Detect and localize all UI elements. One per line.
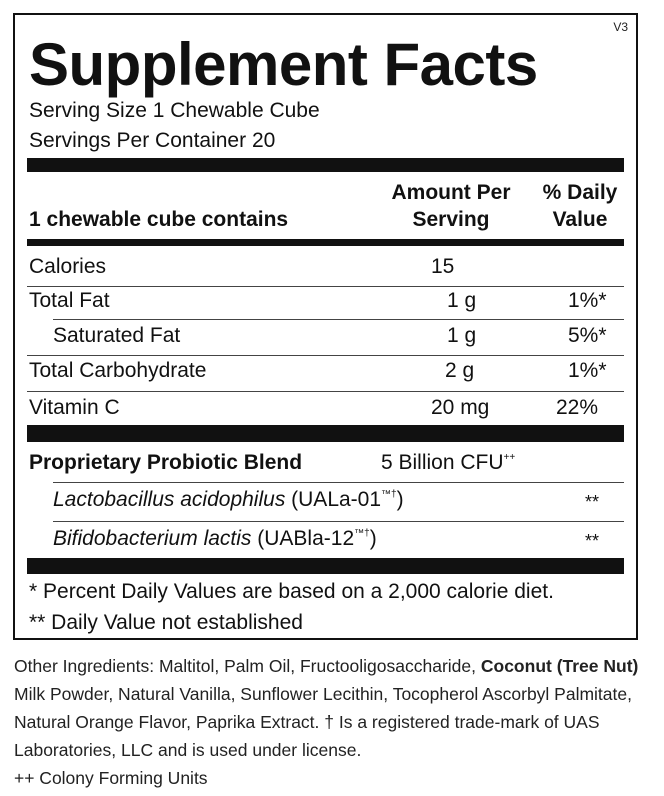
dv-header-line2: Value — [552, 208, 608, 231]
contains-header: 1 chewable cube contains — [29, 208, 289, 231]
ingredients-rest: Milk Powder, Natural Vanilla, Sunflower Lecithin, Tocopherol Ascorbyl Palmitate, Natural Orange Flavor, Paprika Extract. † Is a registered trade-mark of UAS Laboratories, LLC and is used under license. — [14, 684, 632, 760]
blend-item — [53, 488, 404, 512]
blend-item-strain: (UALa-01 — [285, 488, 382, 511]
row-divider — [53, 319, 624, 320]
amount-header-line1: Amount Per — [391, 181, 511, 204]
row-divider — [27, 391, 624, 392]
nutrient-name: Calories — [29, 255, 107, 278]
blend-amount-value: 5 Billion CFU — [381, 451, 504, 474]
blend-item-close: ) — [369, 527, 377, 550]
nutrient-dv: 1%* — [568, 289, 607, 312]
blend-item-dv: ** — [585, 531, 600, 551]
thick-divider-bottom — [27, 558, 624, 574]
nutrient-name: Total Carbohydrate — [29, 359, 207, 382]
blend-item-strain: (UABla-12 — [251, 527, 355, 550]
blend-item-mark: ™† — [381, 489, 397, 500]
nutrient-amount: 15 — [431, 255, 455, 278]
blend-item — [53, 527, 377, 551]
nutrient-amount: 1 g — [447, 324, 477, 347]
thick-divider-top — [27, 158, 624, 172]
blend-item-mark: ™† — [354, 528, 370, 539]
blend-amount — [381, 451, 515, 475]
ingredients-text — [14, 652, 654, 764]
nutrient-name: Total Fat — [29, 289, 110, 312]
other-ingredients — [14, 652, 654, 792]
nutrient-amount: 1 g — [447, 289, 477, 312]
footnote-daily-values: * Percent Daily Values are based on a 2,000 calorie diet. — [29, 580, 554, 603]
row-divider — [53, 521, 624, 522]
thick-divider-blend — [27, 425, 624, 442]
allergen-text: Coconut (Tree Nut) — [480, 656, 639, 676]
row-divider — [53, 482, 624, 483]
blend-item-species: Bifidobacterium lactis — [53, 527, 252, 550]
serving-size: Serving Size 1 Chewable Cube — [29, 99, 320, 122]
footnote-not-established: ** Daily Value not established — [29, 611, 303, 634]
ingredients-prefix: Other Ingredients: Maltitol, Palm Oil, Fructooligosaccharide, — [14, 656, 481, 676]
blend-amount-mark: ++ — [503, 452, 516, 463]
supplement-facts-panel — [13, 13, 638, 640]
blend-item-dv: ** — [585, 492, 600, 512]
blend-item-species: Lactobacillus acidophilus — [53, 488, 286, 511]
daily-value-header — [530, 179, 630, 233]
row-divider — [27, 286, 624, 287]
panel-title: Supplement Facts — [29, 31, 538, 98]
nutrient-amount: 2 g — [445, 359, 475, 382]
nutrient-dv: 1%* — [568, 359, 607, 382]
servings-per-container: Servings Per Container 20 — [29, 129, 276, 152]
blend-name: Proprietary Probiotic Blend — [29, 451, 303, 474]
version-code: V3 — [613, 20, 628, 34]
medium-divider — [27, 239, 624, 246]
dv-header-line1: % Daily — [542, 181, 618, 204]
cfu-note: ++ Colony Forming Units — [14, 768, 208, 788]
amount-per-serving-header — [371, 179, 531, 233]
nutrient-amount: 20 mg — [431, 396, 490, 419]
nutrient-name: Saturated Fat — [53, 324, 181, 347]
row-divider — [27, 355, 624, 356]
nutrient-dv: 22% — [556, 396, 599, 419]
blend-item-close: ) — [396, 488, 404, 511]
amount-header-line2: Serving — [412, 208, 490, 231]
nutrient-dv: 5%* — [568, 324, 607, 347]
nutrient-name: Vitamin C — [29, 396, 120, 419]
